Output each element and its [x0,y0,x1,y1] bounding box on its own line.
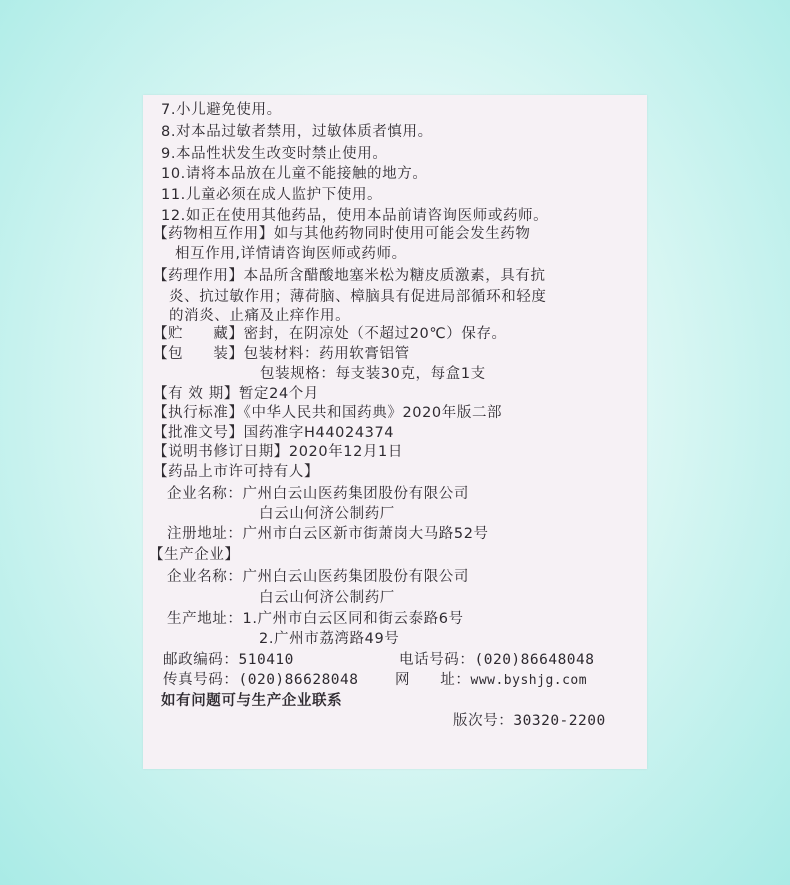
pharmacology-line2: 炎、抗过敏作用；薄荷脑、樟脑具有促进局部循环和轻度 [169,289,547,305]
pharmacology-line3: 的消炎、止痛及止痒作用。 [169,308,351,324]
validity-heading: 【有 效 期】 [153,386,239,402]
pharmacology-section [153,267,546,286]
approval-section [153,424,394,443]
postcode-value: 510410 [238,652,294,668]
fax-row [163,671,359,690]
holder-heading: 【药品上市许可持有人】 [153,464,320,480]
manufacturer-company-label: 企业名称： [167,569,243,585]
manufacturer-company-line2: 白云山何济公制药厂 [259,590,395,606]
item-8: 8.对本品过敏者禁用，过敏体质者慎用。 [161,124,433,140]
validity-section [153,385,319,404]
manufacturer-company-line1: 广州白云山医药集团股份有限公司 [242,569,469,585]
standard-text: 《中华人民共和国药典》2020年版二部 [243,405,503,421]
version-row [453,712,606,731]
interaction-section [153,225,531,244]
standard-section [153,404,502,423]
interaction-line2: 相互作用,详情请咨询医师或药师。 [175,246,407,262]
postcode-label: 邮政编码： [163,652,239,668]
item-10: 10.请将本品放在儿童不能接触的地方。 [161,166,428,182]
web-label: 网 址： [395,672,471,688]
manufacturer-address2: 2.广州市荔湾路49号 [259,631,400,647]
interaction-line1: 如与其他药物同时使用可能会发生药物 [273,226,531,242]
package-material: 包装材料：药用软膏铝管 [243,346,410,362]
manufacturer-company [167,568,469,587]
storage-section [153,325,507,344]
revision-section [153,443,403,462]
holder-company-line1: 广州白云山医药集团股份有限公司 [242,486,469,502]
web-row [395,671,587,690]
contact-note: 如有问题可与生产企业联系 [161,693,343,709]
holder-address-text: 广州市白云区新市街萧岗大马路52号 [242,526,489,542]
item-12: 12.如正在使用其他药品，使用本品前请咨询医师或药师。 [161,208,549,224]
holder-address [167,525,489,544]
phone-label: 电话号码： [399,652,475,668]
item-11: 11.儿童必须在成人监护下使用。 [161,187,383,203]
revision-heading: 【说明书修订日期】 [153,444,289,460]
holder-company-label: 企业名称： [167,486,243,502]
approval-text: 国药准字H44024374 [243,425,395,441]
version-label: 版次号： [453,713,514,729]
storage-text: 密封，在阴凉处（不超过20℃）保存。 [243,326,507,342]
holder-address-label: 注册地址： [167,526,243,542]
approval-heading: 【批准文号】 [153,425,244,441]
manufacturer-address1: 1.广州市白云区同和街云泰路6号 [242,611,464,627]
validity-text: 暂定24个月 [238,386,319,402]
package-section [153,345,410,364]
holder-company-line2: 白云山何济公制药厂 [259,506,395,522]
phone-row [399,651,595,670]
item-7: 7.小儿避免使用。 [161,102,282,118]
pharmacology-heading: 【药理作用】 [153,268,244,284]
manufacturer-address-label: 生产地址： [167,611,243,627]
leaflet-paper [143,95,647,769]
storage-heading: 【贮 藏】 [153,326,244,342]
standard-heading: 【执行标准】 [153,405,244,421]
phone-value: (020)86648048 [474,652,595,668]
fax-value: (020)86628048 [238,672,359,688]
item-9: 9.本品性状发生改变时禁止使用。 [161,146,388,162]
package-heading: 【包 装】 [153,346,244,362]
holder-company [167,485,469,504]
package-spec: 包装规格：每支装30克，每盒1支 [260,366,486,382]
revision-text: 2020年12月1日 [288,444,403,460]
pharmacology-line1: 本品所含醋酸地塞米松为糖皮质激素，具有抗 [243,268,546,284]
version-value: 30320-2200 [513,713,606,729]
postcode-row [163,651,294,670]
fax-label: 传真号码： [163,672,239,688]
web-value: www.byshjg.com [470,673,588,688]
manufacturer-address [167,610,464,629]
manufacturer-heading: 【生产企业】 [149,547,240,563]
interaction-heading: 【药物相互作用】 [153,226,274,242]
